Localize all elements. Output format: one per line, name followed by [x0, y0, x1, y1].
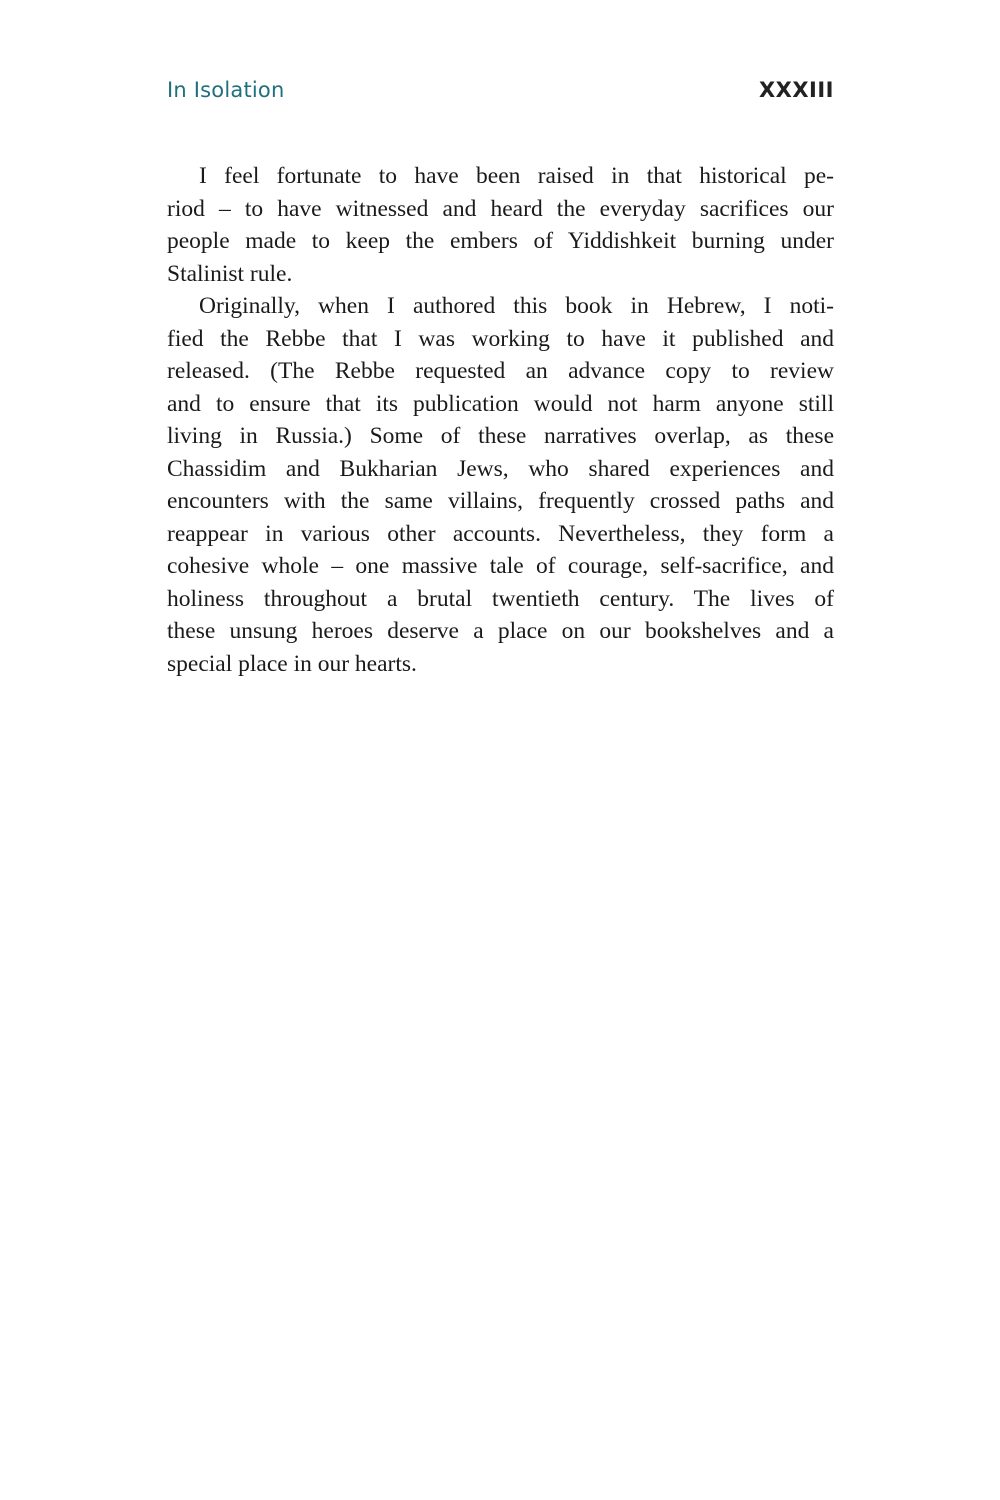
text-line: Originally, when I authored this book in Hebrew, I noti- [199, 293, 834, 319]
text-line: special place in our hearts. [167, 650, 417, 677]
text-line: holiness throughout a brutal twentieth century. The lives of [167, 585, 834, 612]
text-line: cohesive whole – one massive tale of courage, self-sacrifice, and [167, 553, 834, 579]
text-line: I feel fortunate to have been raised in that historical pe- [199, 163, 834, 189]
paragraph [167, 290, 834, 680]
body-text [167, 160, 834, 680]
text-line: fied the Rebbe that I was working to have it published and [167, 325, 834, 352]
text-line: reappear in various other accounts. Nevertheless, they form a [167, 520, 834, 547]
text-line: and to ensure that its publication would not harm anyone still [167, 390, 834, 417]
text-line: released. (The Rebbe requested an advance copy to review [167, 358, 834, 384]
text-line: these unsung heroes deserve a place on our bookshelves and a [167, 618, 834, 644]
text-line: living in Russia.) Some of these narratives overlap, as these [167, 423, 834, 449]
text-line: encounters with the same villains, frequently crossed paths and [167, 488, 834, 514]
text-line: people made to keep the embers of Yiddishkeit burning under [167, 228, 834, 254]
page-number: XXXIII [758, 78, 834, 102]
text-line: Chassidim and Bukharian Jews, who shared experiences and [167, 455, 834, 482]
running-head [167, 78, 834, 108]
text-line: riod – to have witnessed and heard the everyday sacrifices our [167, 195, 834, 222]
running-title: In Isolation [167, 78, 285, 102]
paragraph [167, 160, 834, 290]
text-line: Stalinist rule. [167, 260, 293, 287]
